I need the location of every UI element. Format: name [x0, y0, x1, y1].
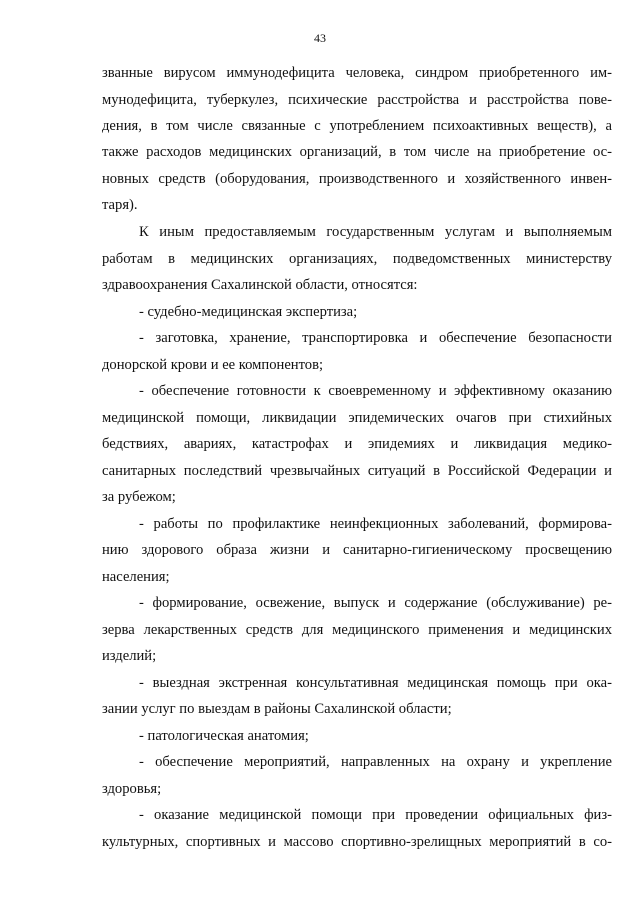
text-line: званные вирусом иммунодефицита человека, синдром приобретенного им- [102, 65, 612, 81]
text-line: зерва лекарственных средств для медицинского применения и медицинских [102, 622, 612, 638]
text-line: донорской крови и ее компонентов; [102, 357, 324, 373]
text-line: - формирование, освежение, выпуск и содержание (обслуживание) ре- [139, 595, 612, 611]
text-line: - судебно-медицинская экспертиза; [139, 304, 358, 320]
text-line: за рубежом; [102, 489, 176, 505]
text-line: - выездная экстренная консультативная медицинская помощь при ока- [139, 675, 612, 691]
page-number: 43 [314, 31, 326, 45]
text-line: таря). [102, 197, 138, 213]
text-line: нию здорового образа жизни и санитарно-гигиеническому просвещению [102, 542, 612, 558]
text-line: также расходов медицинских организаций, в том числе на приобретение ос- [102, 144, 612, 160]
text-line: дения, в том числе связанные с употреблением психоактивных веществ), а [102, 118, 612, 134]
text-line: работам в медицинских организациях, подведомственных министерству [102, 251, 612, 267]
text-line: - обеспечение мероприятий, направленных на охрану и укрепление [139, 754, 612, 770]
text-line: здоровья; [102, 781, 162, 797]
text-line: здравоохранения Сахалинской области, относятся: [102, 277, 418, 293]
text-line: - работы по профилактике неинфекционных заболеваний, формирова- [139, 516, 612, 532]
text-line: новных средств (оборудования, производственного и хозяйственного инвен- [102, 171, 612, 187]
text-line: санитарных последствий чрезвычайных ситуаций в Российской Федерации и [102, 463, 612, 479]
text-line: культурных, спортивных и массово спортивно-зрелищных мероприятий в со- [102, 834, 612, 850]
text-line: населения; [102, 569, 170, 585]
text-line: - обеспечение готовности к своевременному и эффективному оказанию [139, 383, 612, 399]
text-line: медицинской помощи, ликвидации эпидемических очагов при стихийных [102, 410, 612, 426]
text-line: мунодефицита, туберкулез, психические расстройства и расстройства пове- [102, 92, 612, 108]
text-line: - оказание медицинской помощи при проведении официальных физ- [139, 807, 612, 823]
text-line: изделий; [102, 648, 157, 664]
text-line: К иным предоставляемым государственным услугам и выполняемым [139, 224, 612, 240]
text-line: зании услуг по выездам в районы Сахалинской области; [102, 701, 452, 717]
text-line: - заготовка, хранение, транспортировка и обеспечение безопасности [139, 330, 612, 346]
text-line: бедствиях, авариях, катастрофах и эпидемиях и ликвидация медико- [102, 436, 612, 452]
text-line: - патологическая анатомия; [139, 728, 309, 744]
